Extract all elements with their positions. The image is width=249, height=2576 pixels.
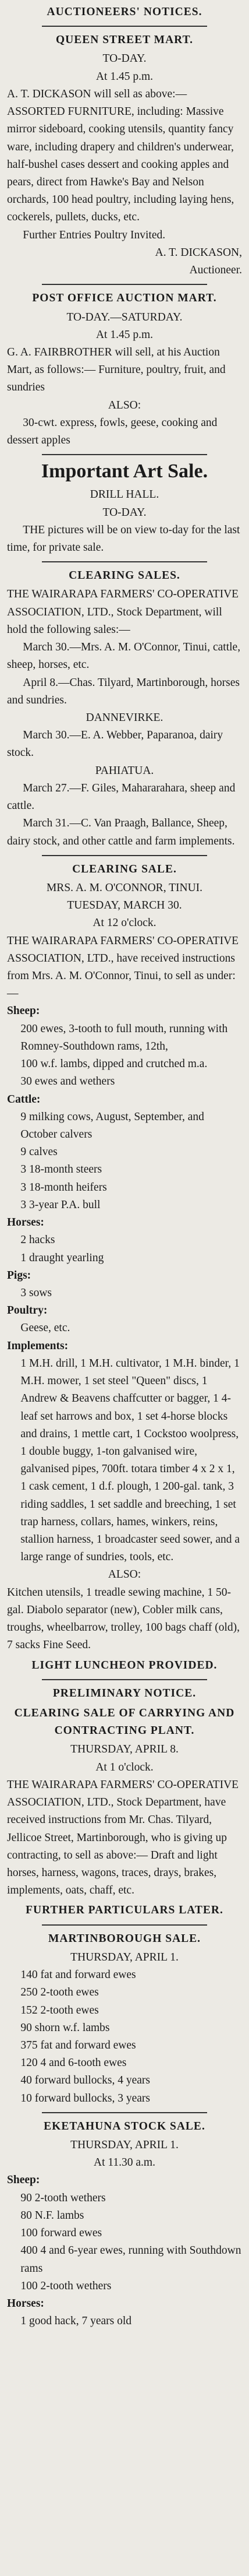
category-label: Sheep: [7, 2174, 40, 2187]
sale-entry: March 27.—F. Giles, Mahararahara, sheep and cattle. [7, 782, 236, 812]
divider [42, 561, 207, 562]
newspaper-column [0, 3, 249, 2330]
sale-location: DANNEVIRKE. [86, 711, 163, 724]
sale-entry: April 8.—Chas. Tilyard, Martinborough, horses and sundries. [7, 676, 240, 706]
notice-title: POST OFFICE AUCTION MART. [32, 292, 217, 305]
notice-day: THURSDAY, APRIL 1. [70, 1951, 179, 1963]
list-item: Geese, etc. [20, 1322, 70, 1335]
list-item: 1 good hack, 7 years old [20, 2315, 132, 2328]
notice-time: At 1.45 p.m. [95, 70, 154, 83]
sale-entry: March 30.—Mrs. A. M. O'Connor, Tinui, cattle, sheep, horses, etc. [7, 641, 241, 671]
luncheon-note: LIGHT LUNCHEON PROVIDED. [31, 1659, 218, 1671]
divider [42, 1924, 207, 1926]
notice-title: CLEARING SALE. [72, 863, 177, 875]
notice-also: ALSO: [108, 1568, 141, 1581]
category-label: Pigs: [7, 1269, 31, 1282]
sale-location: PAHIATUA. [95, 764, 154, 777]
further-note: FURTHER PARTICULARS LATER. [26, 1904, 223, 1917]
list-item: 9 calves [20, 1146, 58, 1159]
notice-intro: THE WAIRARAPA FARMERS' CO-OPERATIVE ASSOCIATION, LTD., have received instructions from Mrs. A. M. O'Connor, Tinui, to sell as under:— [7, 934, 239, 1000]
category-label: Horses: [7, 1216, 44, 1229]
notice-time: At 12 o'clock. [93, 917, 156, 930]
list-item: 90 shorn w.f. lambs [20, 2021, 110, 2034]
notice-subtitle: MRS. A. M. O'CONNOR, TINUI. [46, 881, 203, 894]
divider [42, 454, 207, 455]
art-sale-title: Important Art Sale. [41, 460, 208, 483]
notice-subtitle: CLEARING SALE OF CARRYING AND CONTRACTING PLANT. [14, 1707, 235, 1737]
notice-signature: A. T. DICKASON, [155, 246, 242, 259]
notice-day: TUESDAY, MARCH 30. [67, 899, 182, 912]
notice-day: TO-DAY. [102, 52, 147, 65]
notice-also-body: 30-cwt. express, fowls, geese, cooking and dessert apples [7, 416, 218, 447]
notice-title: QUEEN STREET MART. [55, 34, 193, 47]
sale-entry: March 31.—C. Van Praagh, Ballance, Sheep, dairy stock, and other cattle and farm implements. [7, 817, 235, 847]
divider [42, 855, 207, 856]
notice-day: TO-DAY. [102, 506, 147, 519]
list-item: 3 3-year P.A. bull [20, 1198, 101, 1211]
notice-title: PRELIMINARY NOTICE. [52, 1687, 197, 1699]
list-item: 100 w.f. lambs, dipped and crutched m.a. [20, 1058, 208, 1071]
list-item: 10 forward bullocks, 3 years [20, 2092, 150, 2105]
list-item: 200 ewes, 3-tooth to full mouth, running with Romney-Southdown rams, 12th, [20, 1022, 228, 1053]
divider [42, 1679, 207, 1680]
category-label: Horses: [7, 2297, 44, 2310]
list-item: 3 sows [20, 1286, 52, 1299]
list-item: 9 milking cows, August, September, and October calvers [20, 1110, 204, 1141]
list-item: 250 2-tooth ewes [20, 1986, 99, 1999]
notice-also: ALSO: [108, 399, 141, 411]
list-item: 152 2-tooth ewes [20, 2004, 99, 2017]
notice-role: Auctioneer. [189, 264, 242, 277]
notice-body: G. A. FAIRBROTHER will sell, at his Auction Mart, as follows:— Furniture, poultry, fruit, and sundries [7, 346, 226, 394]
divider [42, 2112, 207, 2113]
category-label: Implements: [7, 1339, 69, 1352]
section-header: AUCTIONEERS' NOTICES. [47, 6, 202, 18]
implements-text: 1 M.H. drill, 1 M.H. cultivator, 1 M.H. binder, 1 M.H. mower, 1 set steel "Queen" discs, 1 Andrew & Beavens chaffcutter or bagger, 1 4-leaf set harrows and box, 1 set 4-horse blocks and drains, 1 mettle cart, 1 Cockstoo woolpress, 1 double buggy, 1-ton galvanised wire, galvanised pipes, 700ft. totara timber 4 x 2 x 1, 1 cask cement, 1 d.f. plough, 1 200-gal. tank, 3 riding saddles, 1 set saddle and breeching, 1 set trap harness, collars, hames, winkers, reins, stallion harness, 1 broadcaster seed sower, and a large range of sundries, tools, etc. [20, 1357, 240, 1564]
list-item: 3 18-month heifers [20, 1181, 107, 1194]
notice-title: EKETAHUNA STOCK SALE. [44, 2120, 205, 2132]
notice-intro: THE WAIRARAPA FARMERS' CO-OPERATIVE ASSOCIATION, LTD., Stock Department, will hold the following sales:— [7, 588, 239, 636]
list-item: 2 hacks [20, 1234, 55, 1247]
list-item: 100 forward ewes [20, 2227, 102, 2240]
notice-title: MARTINBOROUGH SALE. [48, 1932, 201, 1945]
list-item: 40 forward bullocks, 4 years [20, 2074, 150, 2087]
kitchen-text: Kitchen utensils, 1 treadle sewing machine, 1 50-gal. Diabolo separator (new), Cobler milk cans, troughs, wheelbarrow, trolley, 100 bags chaff (old), 7 sacks Fine Seed. [7, 1586, 240, 1652]
list-item: 140 fat and forward ewes [20, 1969, 136, 1982]
notice-day: THURSDAY, APRIL 8. [70, 1743, 179, 1756]
notice-body: A. T. DICKASON will sell as above:— ASSORTED FURNITURE, including: Massive mirror sideboard, cooking utensils, quantity fancy ware, including drapery and children's underwear, half-bushel cases dessert and cooking apples and pears, direct from Hawke's Bay and Nelson orchards, 100 head poultry, including laying hens, cockerels, pullets, ducks, etc. [7, 87, 234, 224]
list-item: 100 2-tooth wethers [20, 2279, 112, 2292]
sale-entry: March 30.—E. A. Webber, Paparanoa, dairy stock. [7, 729, 223, 759]
list-item: 375 fat and forward ewes [20, 2039, 136, 2051]
notice-time: At 11.30 a.m. [94, 2156, 155, 2169]
category-label: Sheep: [7, 1005, 40, 1018]
category-label: Poultry: [7, 1304, 48, 1317]
list-item: 400 4 and 6-year ewes, running with Southdown rams [20, 2244, 241, 2275]
notice-day: THURSDAY, APRIL 1. [70, 2139, 179, 2152]
list-item: 1 draught yearling [20, 1251, 104, 1264]
divider [42, 26, 207, 27]
notice-body: THE WAIRARAPA FARMERS' CO-OPERATIVE ASSOCIATION, LTD., Stock Department, have received instructions from Mr. Chas. Tilyard, Jellicoe Street, Martinborough, who is giving up contracting, to sell as above:— Draft and light horses, harness, wagons, traces, drays, brakes, implements, oats, chaff, etc. [7, 1778, 239, 1897]
list-item: 90 2-tooth wethers [20, 2191, 106, 2204]
list-item: 120 4 and 6-tooth ewes [20, 2057, 127, 2070]
notice-further: Further Entries Poultry Invited. [23, 228, 166, 241]
notice-title: CLEARING SALES. [69, 569, 180, 582]
list-item: 30 ewes and wethers [20, 1075, 115, 1088]
notice-body: THE pictures will be on view to-day for the last time, for private sale. [7, 523, 240, 554]
notice-place: DRILL HALL. [90, 488, 159, 501]
notice-time: At 1.45 p.m. [95, 328, 154, 341]
notice-day: TO-DAY.—SATURDAY. [66, 311, 183, 323]
category-label: Cattle: [7, 1093, 41, 1106]
list-item: 3 18-month steers [20, 1163, 102, 1176]
divider [42, 284, 207, 285]
notice-time: At 1 o'clock. [95, 1761, 154, 1773]
list-item: 80 N.F. lambs [20, 2209, 84, 2222]
